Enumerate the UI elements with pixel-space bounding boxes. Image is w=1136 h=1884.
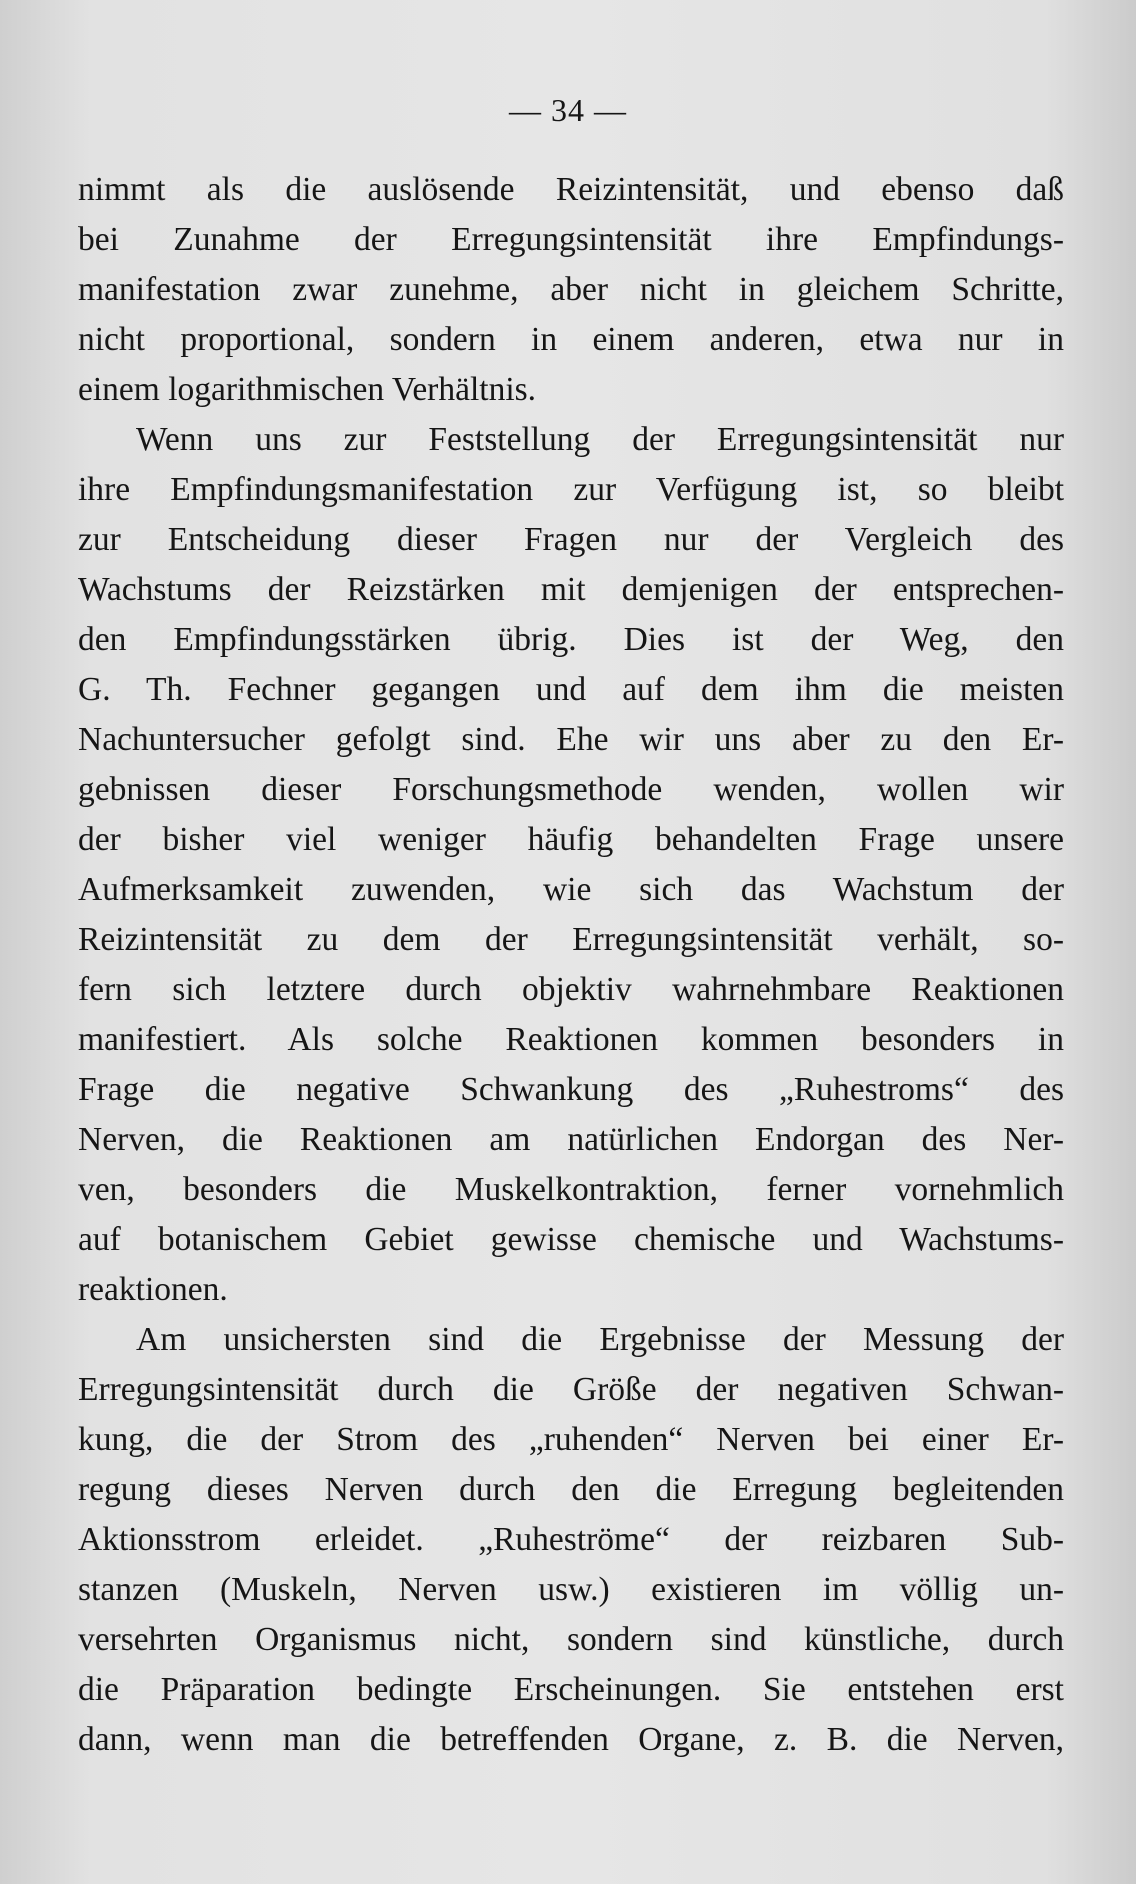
text-line: zur Entscheidung dieser Fragen nur der Vergleich des — [78, 521, 1064, 558]
paragraph-3 — [78, 1315, 1064, 1765]
paragraph-1 — [78, 165, 1064, 415]
text-line: nimmt als die auslösende Reizintensität, und ebenso daß — [78, 171, 1064, 208]
text-line: gebnissen dieser Forschungsmethode wenden, wollen wir — [78, 771, 1064, 808]
text-line: den Empfindungsstärken übrig. Dies ist der Weg, den — [78, 621, 1064, 658]
text-line: kung, die der Strom des „ruhenden“ Nerven bei einer Er- — [78, 1421, 1064, 1458]
text-line: dann, wenn man die betreffenden Organe, z. B. die Nerven, — [78, 1721, 1064, 1758]
text-line: Aktionsstrom erleidet. „Ruheströme“ der reizbaren Sub- — [78, 1521, 1064, 1558]
text-line: Frage die negative Schwankung des „Ruhestroms“ des — [78, 1071, 1064, 1108]
text-line: fern sich letztere durch objektiv wahrnehmbare Reaktionen — [78, 971, 1064, 1008]
text-line: manifestiert. Als solche Reaktionen kommen besonders in — [78, 1021, 1064, 1058]
text-line: reaktionen. — [78, 1271, 228, 1308]
text-line: manifestation zwar zunehme, aber nicht in gleichem Schritte, — [78, 271, 1064, 308]
text-line: Reizintensität zu dem der Erregungsintensität verhält, so- — [78, 921, 1064, 958]
text-line: Aufmerksamkeit zuwenden, wie sich das Wachstum der — [78, 871, 1064, 908]
text-line: versehrten Organismus nicht, sondern sind künstliche, durch — [78, 1621, 1064, 1658]
text-line: der bisher viel weniger häufig behandelten Frage unsere — [78, 821, 1064, 858]
text-line: Am unsichersten sind die Ergebnisse der Messung der — [136, 1321, 1064, 1358]
text-line: stanzen (Muskeln, Nerven usw.) existieren im völlig un- — [78, 1571, 1064, 1608]
text-line: ven, besonders die Muskelkontraktion, ferner vornehmlich — [78, 1171, 1064, 1208]
text-line: ihre Empfindungsmanifestation zur Verfügung ist, so bleibt — [78, 471, 1064, 508]
paragraph-2 — [78, 415, 1064, 1315]
text-line: regung dieses Nerven durch den die Erregung begleitenden — [78, 1471, 1064, 1508]
text-line: Wenn uns zur Feststellung der Erregungsintensität nur — [136, 421, 1064, 458]
text-line: Wachstums der Reizstärken mit demjenigen der entsprechen- — [78, 571, 1064, 608]
text-line: Nachuntersucher gefolgt sind. Ehe wir uns aber zu den Er- — [78, 721, 1064, 758]
text-line: die Präparation bedingte Erscheinungen. Sie entstehen erst — [78, 1671, 1064, 1708]
body-text — [78, 165, 1064, 1765]
text-line: Erregungsintensität durch die Größe der negativen Schwan- — [78, 1371, 1064, 1408]
text-line: auf botanischem Gebiet gewisse chemische und Wachstums- — [78, 1221, 1064, 1258]
text-line: einem logarithmischen Verhältnis. — [78, 371, 537, 408]
page-number: — 34 — — [509, 92, 627, 128]
text-line: Nerven, die Reaktionen am natürlichen Endorgan des Ner- — [78, 1121, 1064, 1158]
text-line: G. Th. Fechner gegangen und auf dem ihm die meisten — [78, 671, 1064, 708]
text-line: bei Zunahme der Erregungsintensität ihre Empfindungs- — [78, 221, 1064, 258]
text-line: nicht proportional, sondern in einem anderen, etwa nur in — [78, 321, 1064, 358]
